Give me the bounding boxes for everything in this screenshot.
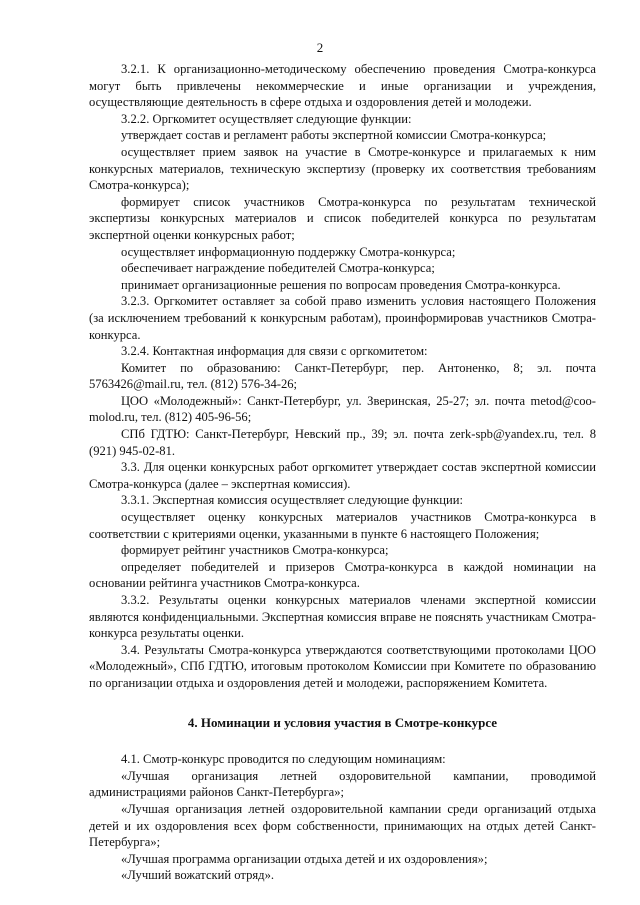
paragraph-4-1: 4.1. Смотр-конкурс проводится по следующим номинациям: (121, 752, 446, 767)
paragraph-3-3: 3.3. Для оценки конкурсных работ оргкомитет утверждает состав экспертной комиссии Смотра-конкурса (далее – экспертная комиссия). (89, 460, 596, 491)
nomination-1: «Лучшая организация летней оздоровительной кампании, проводимой администрациями районов Санкт-Петербурга»; (89, 768, 596, 800)
function-awards: обеспечивает награждение победителей Смотра-конкурса; (121, 261, 435, 276)
commission-winners: определяет победителей и призеров Смотра-конкурса в каждой номинации на основании рейтинга участников Смотра-конкурса. (89, 559, 596, 591)
function-decisions: принимает организационные решения по вопросам проведения Смотра-конкурса. (121, 277, 561, 292)
page-number: 2 (316, 40, 324, 55)
commission-evaluate: осуществляет оценку конкурсных материалов участников Смотра-конкурса в соответствии с критериями оценки, указанными в пункте 6 настоящего Положения; (89, 510, 596, 541)
nomination-3: «Лучшая программа организации отдыха детей и их оздоровления»; (121, 851, 488, 866)
commission-rating: формирует рейтинг участников Смотра-конкурса; (121, 543, 389, 558)
document-body (89, 61, 596, 884)
paragraph-3-2-3: 3.2.3. Оргкомитет оставляет за собой право изменить условия настоящего Положения (за исключением требований к конкурсным работам), проинформировав участников Смотра-конкурса. (89, 294, 596, 342)
section-heading: 4. Номинации и условия участия в Смотре-конкурсе (187, 714, 498, 730)
nomination-4: «Лучший вожатский отряд». (121, 868, 275, 883)
paragraph-3-2-1: 3.2.1. К организационно-методическому обеспечению проведения Смотра-конкурса могут быть привлечены некоммерческие и иные организации и учреждения, осуществляющие деятельность в сфере отдыха и оздоровления детей и молодежи. (89, 62, 596, 110)
function-accept-applications: осуществляет прием заявок на участие в Смотре-конкурсе и прилагаемых к ним конкурсных материалов, техническую экспертизу (проверку их соответствия требованиям Смотра-конкурса); (89, 144, 596, 193)
contact-gdtyu: СПб ГДТЮ: Санкт-Петербург, Невский пр., 39; эл. почта zerk-spb@yandex.ru, тел. 8 (921) 945-02-81. (89, 427, 596, 458)
paragraph-3-2-2: 3.2.2. Оргкомитет осуществляет следующие функции: (121, 111, 412, 126)
paragraph-3-2-4: 3.2.4. Контактная информация для связи с оргкомитетом: (121, 344, 428, 359)
function-approve-commission: утверждает состав и регламент работы экспертной комиссии Смотра-конкурса; (121, 128, 547, 143)
contact-committee: Комитет по образованию: Санкт-Петербург, пер. Антоненко, 8; эл. почта 5763426@mail.ru, тел. (812) 576-34-26; (89, 360, 596, 392)
contact-coo: ЦОО «Молодежный»: Санкт-Петербург, ул. Зверинская, 25-27; эл. почта metod@coo-molod.ru, тел. (812) 405-96-56; (89, 393, 596, 425)
function-form-lists: формирует список участников Смотра-конкурса по результатам технической экспертизы конкурсных материалов и список победителей конкурса по результатам экспертной оценки конкурсных работ; (89, 194, 596, 242)
paragraph-3-4: 3.4. Результаты Смотра-конкурса утверждаются соответствующими протоколами ЦОО «Молодежный», СПб ГДТЮ, итоговым протоколом Комиссии при Комитете по образованию по организации отдыха и оздоровления детей и молодежи, распоряжением Комитета. (89, 642, 596, 690)
function-info-support: осуществляет информационную поддержку Смотра-конкурса; (121, 244, 456, 259)
paragraph-3-3-2: 3.3.2. Результаты оценки конкурсных материалов членами экспертной комиссии являются конфиденциальными. Экспертная комиссия вправе не пояснять участникам Смотра-конкурса результаты оценки. (89, 593, 596, 641)
nomination-2: «Лучшая организация летней оздоровительной кампании среди организаций отдыха детей и их оздоровления всех форм собственности, принимающих на отдых детей Санкт-Петербурга»; (89, 801, 596, 850)
paragraph-3-3-1: 3.3.1. Экспертная комиссия осуществляет следующие функции: (121, 493, 463, 508)
